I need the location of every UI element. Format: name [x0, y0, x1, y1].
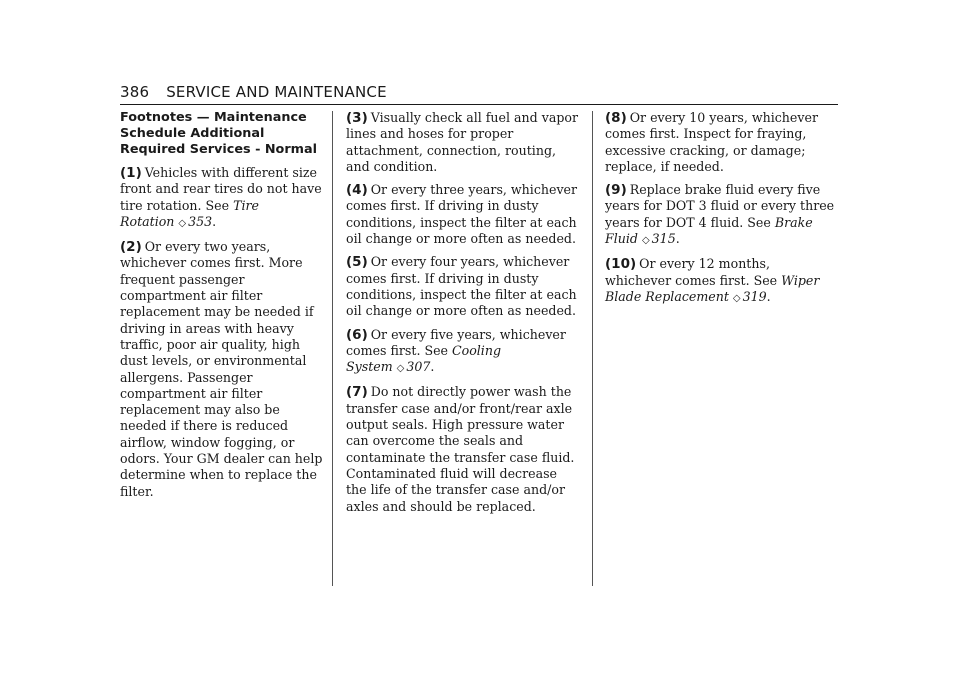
footnote-2	[120, 239, 325, 500]
footnote-suffix: .	[766, 288, 771, 304]
footnote-marker: (3)	[346, 110, 368, 126]
column-1	[120, 110, 325, 507]
footnote-5	[346, 254, 580, 319]
footnote-marker: (8)	[605, 110, 627, 126]
column-3	[605, 110, 839, 314]
footnote-text: Or every three years, whichever comes first. If driving in dusty conditions, inspect the filter at each oil change or more often as needed.	[346, 182, 578, 247]
footnote-suffix: .	[430, 359, 435, 375]
footnote-1	[120, 165, 325, 232]
section-title: SERVICE AND MAINTENANCE	[166, 83, 387, 101]
footnote-marker: (1)	[120, 165, 142, 181]
footnote-text: Visually check all fuel and vapor lines and hoses for proper attachment, connection, routing, and condition.	[346, 110, 578, 174]
footnote-suffix: .	[212, 213, 217, 229]
footnote-marker: (6)	[346, 326, 368, 343]
reference-page-number[interactable]: 307	[406, 359, 431, 375]
footnote-text: Or every five years, whichever comes first. See	[346, 326, 566, 358]
footnote-text: Or every 12 months, whichever comes first. See	[605, 256, 782, 288]
reference-page-number[interactable]: 315	[651, 231, 676, 247]
footnote-9	[605, 182, 839, 249]
reference-page-number[interactable]: 353	[188, 213, 213, 229]
footnote-6	[346, 327, 580, 378]
cross-reference-link[interactable]: Brake Fluid	[605, 214, 813, 247]
footnote-7	[346, 384, 580, 514]
footnote-marker: (5)	[346, 254, 368, 271]
page-reference-icon: ◇	[732, 292, 741, 304]
footnote-text: Replace brake fluid every five years for DOT 3 fluid or every three years for DOT 4 fluid. See	[605, 182, 835, 230]
footnote-3	[346, 110, 580, 175]
footnote-suffix: .	[675, 231, 680, 247]
footnote-text: Vehicles with different size front and rear tires do not have tire rotation. See	[120, 165, 322, 213]
footnote-text: Or every 10 years, whichever comes first. Inspect for fraying, excessive cracking, or damage; replace, if needed.	[605, 110, 818, 174]
page-header	[120, 82, 838, 105]
page-reference-icon: ◇	[396, 363, 405, 375]
footnote-8	[605, 110, 839, 175]
footnote-marker: (7)	[346, 384, 368, 401]
footnote-marker: (2)	[120, 239, 142, 256]
footnotes-heading: Footnotes — Maintenance Schedule Additional Required Services - Normal	[120, 110, 318, 157]
footnote-text: Or every two years, whichever comes first. More frequent passenger compartment air filter replacement may be needed if driving in areas with heavy traffic, poor air quality, high dust levels, or environmental allergens. Passenger compartment air filter replacement may also be needed if there is reduced airflow, window fogging, or odors. Your GM dealer can help determine when to replace the filter.	[120, 239, 323, 499]
footnote-marker: (10)	[605, 256, 637, 273]
cross-reference-link[interactable]: Wiper Blade Replacement	[605, 272, 820, 304]
footnote-4	[346, 182, 580, 247]
footnote-10	[605, 256, 839, 307]
footnote-text: Do not directly power wash the transfer case and/or front/rear axle output seals. High pressure water can overcome the seals and contaminate the transfer case fluid. Contaminated fluid will decrease the life of the transfer case and/or axles and should be replaced.	[346, 384, 575, 514]
footnote-marker: (4)	[346, 182, 368, 199]
page-reference-icon: ◇	[178, 217, 187, 229]
page-reference-icon: ◇	[641, 235, 650, 247]
footnote-text: Or every four years, whichever comes first. If driving in dusty conditions, inspect the filter at each oil change or more often as needed.	[346, 254, 577, 319]
column-divider-right	[592, 111, 593, 586]
cross-reference-link[interactable]: Cooling System	[346, 342, 502, 375]
cross-reference-link[interactable]: Tire Rotation	[120, 197, 259, 229]
column-2	[346, 110, 580, 522]
reference-page-number[interactable]: 319	[742, 288, 767, 304]
footnote-marker: (9)	[605, 182, 627, 199]
page-number: 386	[120, 83, 150, 101]
column-divider-left	[332, 111, 333, 586]
